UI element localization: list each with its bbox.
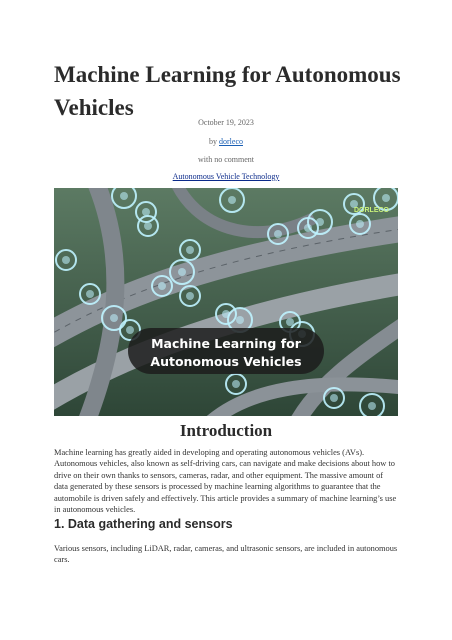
section-heading-introduction: Introduction [179, 421, 273, 440]
sensor-dot [110, 314, 118, 322]
highway-sensor-illustration [54, 188, 398, 416]
sensor-dot [236, 316, 244, 324]
article-title: Machine Learning for Autonomous Vehicles [54, 62, 401, 120]
sensor-dot [158, 282, 166, 290]
sensor-dot [186, 292, 194, 300]
sensor-dot [126, 326, 134, 334]
sensor-dot [120, 192, 128, 200]
sensor-dot [232, 380, 240, 388]
sensor-dot [142, 208, 150, 216]
sensor-dot [286, 318, 294, 326]
sensor-dot [330, 394, 338, 402]
sensor-dot [178, 268, 186, 276]
sensor-dot [144, 222, 152, 230]
sensor-dot [62, 256, 70, 264]
sensor-dot [382, 194, 390, 202]
sensor-dot [228, 196, 236, 204]
sensor-dot [274, 230, 282, 238]
author-prefix: by [209, 137, 219, 146]
sensor-dot [316, 218, 324, 226]
post-author [0, 137, 452, 146]
post-category [0, 172, 452, 181]
sensor-dot [86, 290, 94, 298]
sensor-dot [368, 402, 376, 410]
sensor-dot [186, 246, 194, 254]
author-link[interactable]: dorleco [219, 137, 243, 146]
caption-line-2: Autonomous Vehicles [150, 354, 302, 369]
comment-count: with no comment [198, 155, 254, 164]
intro-paragraph: Machine learning has greatly aided in developing and operating autonomous vehicles (AVs). Autonomous vehicles, also known as self-driving cars, can navigate and make decisions about how to drive on their own thanks to sensors, cameras, radar, and other equipment. The massive amount of data generated by these sensors is processed by machine learning algorithms to guarantee that the automobile is driven safely and effectively. This article provides a summary of machine learning’s use in autonomous vehicles. [54, 448, 397, 515]
section-heading-data-gathering: 1. Data gathering and sensors [54, 517, 233, 531]
sensor-dot [356, 220, 364, 228]
sensors-paragraph: Various sensors, including LiDAR, radar, cameras, and ultrasonic sensors, are included in autonomous cars. [54, 544, 398, 565]
brand-logo: DORLECO [354, 207, 389, 214]
caption-line-1: Machine Learning for [151, 336, 301, 351]
category-link[interactable]: Autonomous Vehicle Technology [172, 172, 280, 181]
post-date: October 19, 2023 [198, 118, 254, 127]
hero-image [54, 188, 398, 416]
